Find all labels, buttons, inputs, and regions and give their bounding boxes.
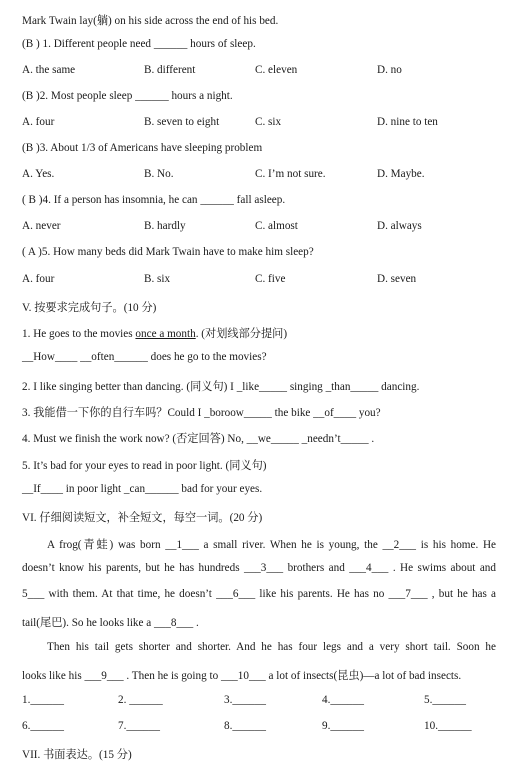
section-5-question-5: 5. It’s bad for your eyes to read in poor light. (同义句) bbox=[22, 460, 267, 472]
answer-blank[interactable]: 8.______ bbox=[224, 720, 266, 732]
answer-blank[interactable]: 4.______ bbox=[322, 694, 364, 706]
option-b: B. seven to eight bbox=[144, 116, 220, 128]
option-d: D. Maybe. bbox=[377, 168, 425, 180]
section-7-heading: VII. 书面表达。(15 分) bbox=[22, 749, 132, 761]
option-c: C. eleven bbox=[255, 64, 298, 76]
option-c: C. I’m not sure. bbox=[255, 168, 326, 180]
option-b: B. hardly bbox=[144, 220, 186, 232]
option-c: C. almost bbox=[255, 220, 298, 232]
mcq-question-5: ( A )5. How many beds did Mark Twain have to make him sleep? bbox=[22, 246, 314, 258]
option-a: A. four bbox=[22, 116, 55, 128]
option-a: A. Yes. bbox=[22, 168, 55, 180]
question-instruction: . (对划线部分提问) bbox=[195, 328, 288, 340]
intro-sentence: Mark Twain lay(躺) on his side across the end of his bed. bbox=[22, 15, 279, 27]
mcq-question-4: ( B )4. If a person has insomnia, he can ______ fall asleep. bbox=[22, 194, 286, 206]
option-d: D. nine to ten bbox=[377, 116, 438, 128]
option-b: B. six bbox=[144, 273, 171, 285]
passage-line: tail(尾巴). So he looks like a ___8___ . bbox=[22, 617, 199, 629]
answer-blank[interactable]: 2. ______ bbox=[118, 694, 163, 706]
option-b: B. No. bbox=[144, 168, 174, 180]
section-6-heading: VI. 仔细阅读短文，补全短文，每空一词。(20 分) bbox=[22, 512, 263, 524]
mcq-question-3: (B )3. About 1/3 of Americans have sleeping problem bbox=[22, 142, 263, 154]
passage-line: doesn’t know his parents, but he has hundreds ___3___ brothers and ___4___ . He swims about and bbox=[22, 562, 496, 574]
answer-blank[interactable]: 1.______ bbox=[22, 694, 64, 706]
option-d: D. no bbox=[377, 64, 402, 76]
passage-line: 5___ with them. At that time, he doesn’t ___6___ like his parents. He has no ___7___ , but he has a bbox=[22, 588, 496, 600]
mcq-options-4 bbox=[22, 220, 496, 234]
option-d: D. always bbox=[377, 220, 422, 232]
mcq-options-3 bbox=[22, 168, 496, 182]
option-a: A. never bbox=[22, 220, 61, 232]
section-5-question-4: 4. Must we finish the work now? (否定回答) No, __we_____ _needn’t_____ . bbox=[22, 433, 375, 445]
answer-blank[interactable]: 10.______ bbox=[424, 720, 472, 732]
mcq-options-5 bbox=[22, 273, 496, 287]
passage-line: looks like his ___9___ . Then he is going to ___10___ a lot of insects(昆虫)—a lot of bad insects. bbox=[22, 670, 462, 682]
option-a: A. the same bbox=[22, 64, 76, 76]
option-b: B. different bbox=[144, 64, 196, 76]
passage-line: A frog(青蛙) was born __1___ a small river. When he is young, the __2___ is his home. He bbox=[47, 539, 496, 551]
question-text: 1. He goes to the movies bbox=[22, 328, 136, 340]
section-5-answer-1: __How____ __often______ does he go to the movies? bbox=[22, 351, 267, 363]
mcq-question-1: (B ) 1. Different people need ______ hours of sleep. bbox=[22, 38, 256, 50]
option-c: C. six bbox=[255, 116, 282, 128]
section-5-answer-5: __If____ in poor light _can______ bad for your eyes. bbox=[22, 483, 263, 495]
section-5-question-2: 2. I like singing better than dancing. (同义句) I _like_____ singing _than_____ dancing. bbox=[22, 381, 420, 393]
answer-blanks-row-1 bbox=[22, 694, 496, 708]
option-c: C. five bbox=[255, 273, 286, 285]
section-5-heading: V. 按要求完成句子。(10 分) bbox=[22, 302, 157, 314]
section-5-question-3: 3. 我能借一下你的自行车吗？Could I _boroow_____ the bike __of____ you? bbox=[22, 407, 381, 419]
answer-blank[interactable]: 9.______ bbox=[322, 720, 364, 732]
answer-blank[interactable]: 6.______ bbox=[22, 720, 64, 732]
answer-blank[interactable]: 7.______ bbox=[118, 720, 160, 732]
answer-blank[interactable]: 3.______ bbox=[224, 694, 266, 706]
passage-line: Then his tail gets shorter and shorter. And he has four legs and a very short tail. Soon he bbox=[47, 641, 496, 653]
option-d: D. seven bbox=[377, 273, 417, 285]
underlined-phrase: once a month bbox=[135, 328, 196, 340]
mcq-question-2: (B )2. Most people sleep ______ hours a night. bbox=[22, 90, 233, 102]
section-5-question-1 bbox=[22, 325, 496, 341]
answer-blank[interactable]: 5.______ bbox=[424, 694, 466, 706]
option-a: A. four bbox=[22, 273, 55, 285]
answer-blanks-row-2 bbox=[22, 720, 496, 734]
mcq-options-2 bbox=[22, 116, 496, 130]
mcq-options-1 bbox=[22, 64, 496, 78]
